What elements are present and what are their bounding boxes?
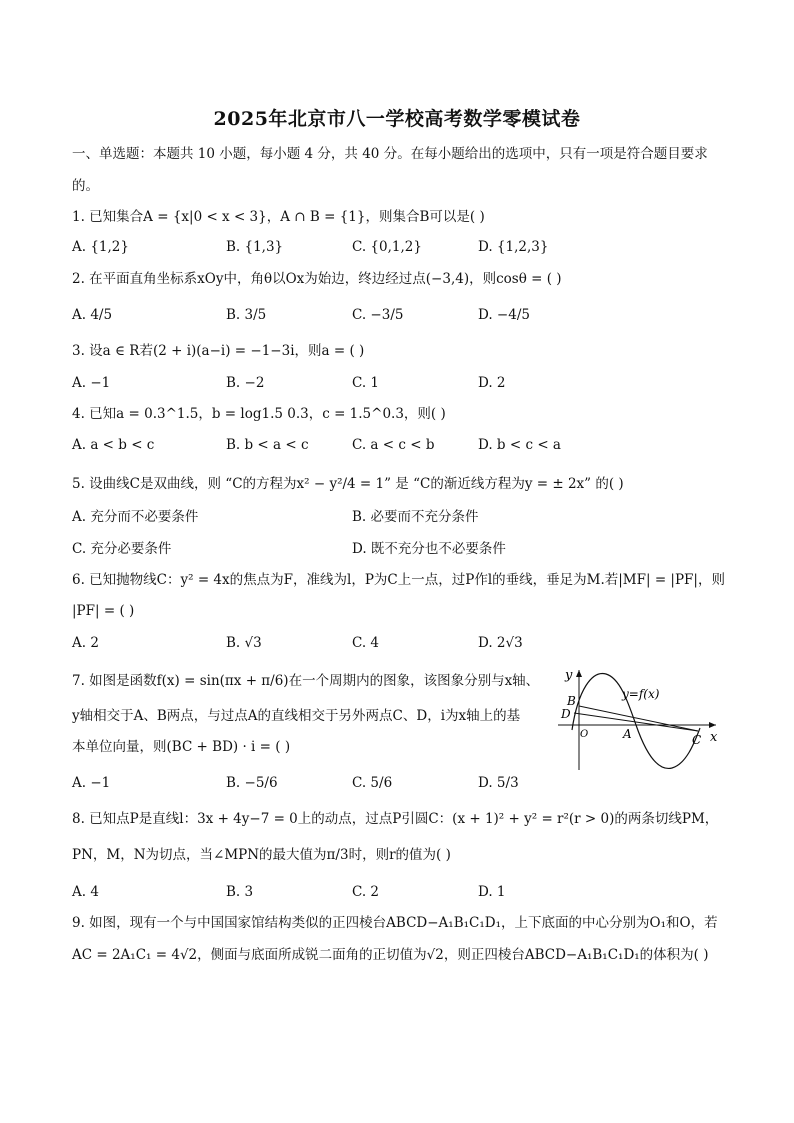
page-title: 2025年北京市八一学校高考数学零模试卷 bbox=[213, 108, 581, 130]
q7-option-d[interactable]: D. 5/3 bbox=[478, 775, 519, 791]
q9-stem-line2: AC = 2A₁C₁ = 4√2，侧面与底面所成锐二面角的正切值为√2，则正四棱台ABCD−A₁B₁C₁D₁的体积为( ) bbox=[72, 947, 709, 963]
q8-option-b[interactable]: B. 3 bbox=[226, 884, 254, 900]
q1-option-d[interactable]: D. {1,2,3} bbox=[478, 239, 549, 255]
q4-option-b[interactable]: B. b < a < c bbox=[226, 437, 309, 453]
q8-option-d[interactable]: D. 1 bbox=[478, 884, 506, 900]
origin-label: O bbox=[580, 729, 589, 740]
q5-option-a[interactable]: A. 充分而不必要条件 bbox=[72, 509, 199, 525]
q7-option-a[interactable]: A. −1 bbox=[72, 775, 111, 791]
q6-option-c[interactable]: C. 4 bbox=[352, 635, 380, 651]
q1-option-a[interactable]: A. {1,2} bbox=[72, 239, 129, 255]
q2-option-b[interactable]: B. 3/5 bbox=[226, 307, 267, 323]
q4-option-c[interactable]: C. a < c < b bbox=[352, 437, 435, 453]
line-bc bbox=[579, 706, 698, 731]
q9-stem-line1: 9. 如图，现有一个与中国国家馆结构类似的正四棱台ABCD−A₁B₁C₁D₁，上下底面的中心分别为O₁和O，若 bbox=[72, 915, 718, 931]
q8-stem-line1: 8. 已知点P是直线l：3x + 4y−7 = 0上的动点，过点P引圆C：(x + 1)² + y² = r²(r > 0)的两条切线PM， bbox=[72, 811, 719, 827]
section-header-cont: 的。 bbox=[72, 178, 99, 194]
q6-option-b[interactable]: B. √3 bbox=[226, 635, 262, 651]
q1-stem: 1. 已知集合A = {x|0 < x < 3}，A ∩ B = {1}，则集合B可以是( ) bbox=[72, 209, 485, 225]
q3-option-b[interactable]: B. −2 bbox=[226, 375, 265, 391]
q3-stem: 3. 设a ∈ R若(2 + i)(a−i) = −1−3i，则a = ( ) bbox=[72, 343, 365, 359]
q7-stem-line1: 7. 如图是函数f(x) = sin(πx + π/6)在一个周期内的图象，该图象分别与x轴、 bbox=[72, 673, 540, 689]
section-header: 一、单选题：本题共 10 小题，每小题 4 分，共 40 分。在每小题给出的选项中，只有一项是符合题目要求 bbox=[72, 146, 708, 162]
q4-option-d[interactable]: D. b < c < a bbox=[478, 437, 561, 453]
q6-option-d[interactable]: D. 2√3 bbox=[478, 635, 523, 651]
q2-option-a[interactable]: A. 4/5 bbox=[72, 307, 113, 323]
q4-option-a[interactable]: A. a < b < c bbox=[72, 437, 155, 453]
q5-option-b[interactable]: B. 必要而不充分条件 bbox=[352, 509, 479, 525]
q6-stem-line1: 6. 已知抛物线C：y² = 4x的焦点为F，准线为l，P为C上一点，过P作l的垂线，垂足为M.若|MF| = |PF|，则 bbox=[72, 572, 725, 588]
q7-stem-line3: 本单位向量，则(BC + BD) · i = ( ) bbox=[72, 739, 291, 755]
function-label: y=f(x) bbox=[622, 687, 660, 701]
q7-option-b[interactable]: B. −5/6 bbox=[226, 775, 278, 791]
q5-option-c[interactable]: C. 充分必要条件 bbox=[72, 541, 172, 557]
q1-option-c[interactable]: C. {0,1,2} bbox=[352, 239, 422, 255]
q5-option-d[interactable]: D. 既不充分也不必要条件 bbox=[352, 541, 506, 557]
q6-option-a[interactable]: A. 2 bbox=[72, 635, 99, 651]
sine-graph-figure bbox=[552, 662, 724, 774]
y-axis-label: y bbox=[565, 668, 573, 683]
q3-option-a[interactable]: A. −1 bbox=[72, 375, 111, 391]
q3-option-d[interactable]: D. 2 bbox=[478, 375, 506, 391]
point-c-label: C bbox=[692, 733, 702, 747]
q4-stem: 4. 已知a = 0.3^1.5，b = log1.5 0.3，c = 1.5^0.3，则( ) bbox=[72, 406, 446, 422]
q2-option-d[interactable]: D. −4/5 bbox=[478, 307, 530, 323]
point-a-label: A bbox=[623, 727, 632, 741]
y-axis-arrow-icon bbox=[576, 670, 582, 677]
q8-stem-line2: PN，M，N为切点，当∠MPN的最大值为π/3时，则r的值为( ) bbox=[72, 847, 451, 863]
x-axis-label: x bbox=[710, 730, 718, 745]
x-axis-arrow-icon bbox=[709, 722, 716, 728]
q6-stem-line2: |PF| = ( ) bbox=[72, 603, 135, 619]
q1-option-b[interactable]: B. {1,3} bbox=[226, 239, 284, 255]
q2-stem: 2. 在平面直角坐标系xOy中，角θ以Ox为始边，终边经过点(−3,4)，则cosθ = ( ) bbox=[72, 271, 562, 287]
line-dc bbox=[574, 713, 698, 731]
point-b-label: B bbox=[567, 694, 576, 708]
q5-stem: 5. 设曲线C是双曲线，则 “C的方程为x² − y²/4 = 1” 是 “C的渐近线方程为y = ± 2x” 的( ) bbox=[72, 476, 624, 492]
q7-stem-line2: y轴相交于A、B两点，与过点A的直线相交于另外两点C、D，i为x轴上的基 bbox=[72, 708, 521, 724]
q8-option-a[interactable]: A. 4 bbox=[72, 884, 99, 900]
q7-option-c[interactable]: C. 5/6 bbox=[352, 775, 393, 791]
q2-option-c[interactable]: C. −3/5 bbox=[352, 307, 404, 323]
point-d-label: D bbox=[561, 707, 571, 721]
q3-option-c[interactable]: C. 1 bbox=[352, 375, 380, 391]
q8-option-c[interactable]: C. 2 bbox=[352, 884, 380, 900]
